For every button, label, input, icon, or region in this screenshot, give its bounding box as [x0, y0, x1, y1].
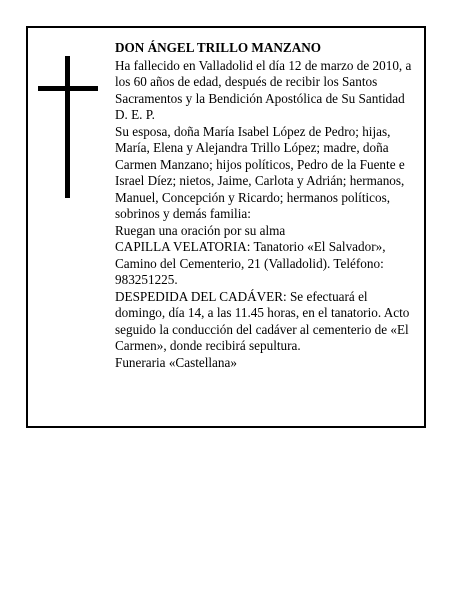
prayer-request: Ruegan una oración por su alma	[115, 222, 286, 238]
notice-text	[115, 40, 420, 371]
funeral-home: Funeraria «Castellana»	[115, 354, 237, 370]
death-announcement: Ha fallecido en Valladolid el día 12 de marzo de 2010, a los 60 años de edad, después de recibir los Santos Sacramentos y la Bendición Apostólica de Su Santidad D. E. P.	[115, 57, 412, 122]
cross-vertical-bar	[65, 56, 70, 198]
family-list: Su esposa, doña María Isabel López de Pedro; hijas, María, Elena y Alejandra Trillo López; madre, doña Carmen Manzano; hijos políticos, Pedro de la Fuente e Israel Díez; nietos, Jaime, Carlota y Adrián; hermanos, Manuel, Concepción y Ricardo; hermanos políticos, sobrinos y demás familia:	[115, 123, 405, 221]
wake-chapel-info: CAPILLA VELATORIA: Tanatorio «El Salvador», Camino del Cementerio, 21 (Valladolid). Teléfono: 983251225.	[115, 239, 386, 287]
obituary-notice	[26, 26, 426, 428]
funeral-farewell-info: DESPEDIDA DEL CADÁVER: Se efectuará el domingo, día 14, a las 11.45 horas, en el tanatorio. Acto seguido la conducción del cadáver al cementerio de «El Carmen», donde recibirá sepultura.	[115, 288, 410, 353]
cross-icon	[38, 56, 98, 198]
deceased-name: DON ÁNGEL TRILLO MANZANO	[115, 40, 322, 55]
cross-horizontal-bar	[38, 86, 98, 91]
